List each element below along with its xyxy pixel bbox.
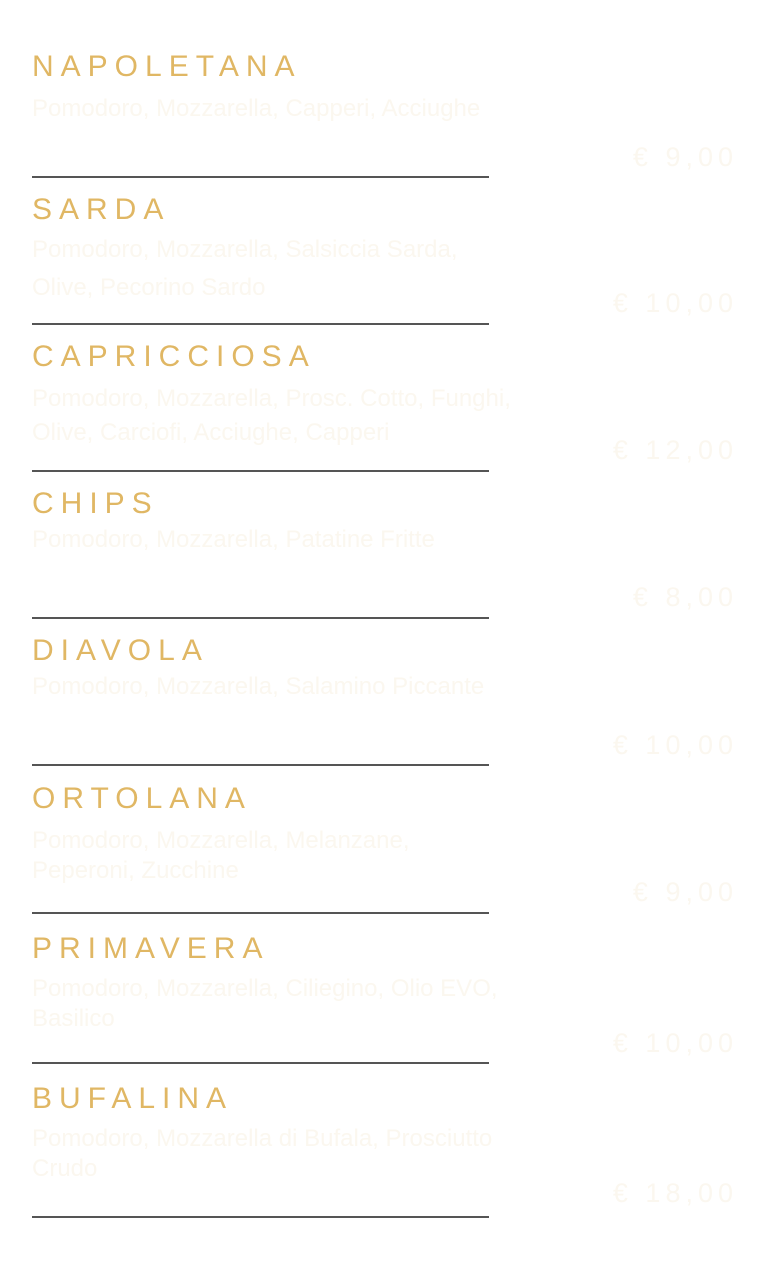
menu-item-price: € 10,00	[612, 1028, 738, 1058]
menu-item-chips	[32, 487, 738, 622]
menu-item-description: Pomodoro, Mozzarella, Prosc. Cotto, Funghi, Olive, Carciofi, Acciughe, Capperi	[32, 385, 511, 446]
menu-item-price: € 9,00	[632, 877, 738, 907]
menu-item-price: € 12,00	[612, 435, 738, 465]
menu-item-name: NAPOLETANA	[32, 50, 302, 83]
menu-divider	[32, 470, 489, 472]
menu-item-name: SARDA	[32, 193, 171, 226]
menu-item-diavola	[32, 634, 738, 769]
menu-item-description: Pomodoro, Mozzarella, Capperi, Acciughe	[32, 95, 481, 122]
menu-divider	[32, 764, 489, 766]
menu-item-description: Pomodoro, Mozzarella, Salamino Piccante	[32, 673, 485, 700]
menu-item-capricciosa	[32, 340, 738, 475]
menu-item-primavera	[32, 932, 738, 1067]
menu-item-description: Pomodoro, Mozzarella, Melanzane, Peperoni, Zucchine	[32, 827, 410, 884]
menu-item-price: € 18,00	[612, 1178, 738, 1208]
menu-divider	[32, 1062, 489, 1064]
menu-item-name: BUFALINA	[32, 1082, 234, 1115]
menu-divider	[32, 912, 489, 914]
menu-item-bufalina	[32, 1082, 738, 1222]
menu-divider	[32, 1216, 489, 1218]
menu-divider	[32, 617, 489, 619]
menu-item-ortolana	[32, 782, 738, 917]
menu-item-price: € 8,00	[632, 582, 738, 612]
menu-divider	[32, 176, 489, 178]
menu-item-price: € 9,00	[632, 142, 738, 172]
menu-item-name: CAPRICCIOSA	[32, 340, 316, 373]
menu-item-name: PRIMAVERA	[32, 932, 270, 965]
menu-divider	[32, 323, 489, 325]
menu-item-description: Pomodoro, Mozzarella di Bufala, Prosciutto Crudo	[32, 1125, 493, 1182]
menu-item-description: Pomodoro, Mozzarella, Ciliegino, Olio EVO, Basilico	[32, 975, 498, 1032]
menu-item-name: CHIPS	[32, 487, 159, 520]
menu-item-description: Pomodoro, Mozzarella, Patatine Fritte	[32, 526, 435, 553]
menu-item-napoletana	[32, 50, 738, 180]
menu-item-name: DIAVOLA	[32, 634, 209, 667]
menu-item-price: € 10,00	[612, 730, 738, 760]
menu-item-name: ORTOLANA	[32, 782, 252, 815]
menu-item-description: Pomodoro, Mozzarella, Salsiccia Sarda, Olive, Pecorino Sardo	[32, 236, 458, 301]
menu-item-price: € 10,00	[612, 288, 738, 318]
menu-item-sarda	[32, 193, 738, 328]
